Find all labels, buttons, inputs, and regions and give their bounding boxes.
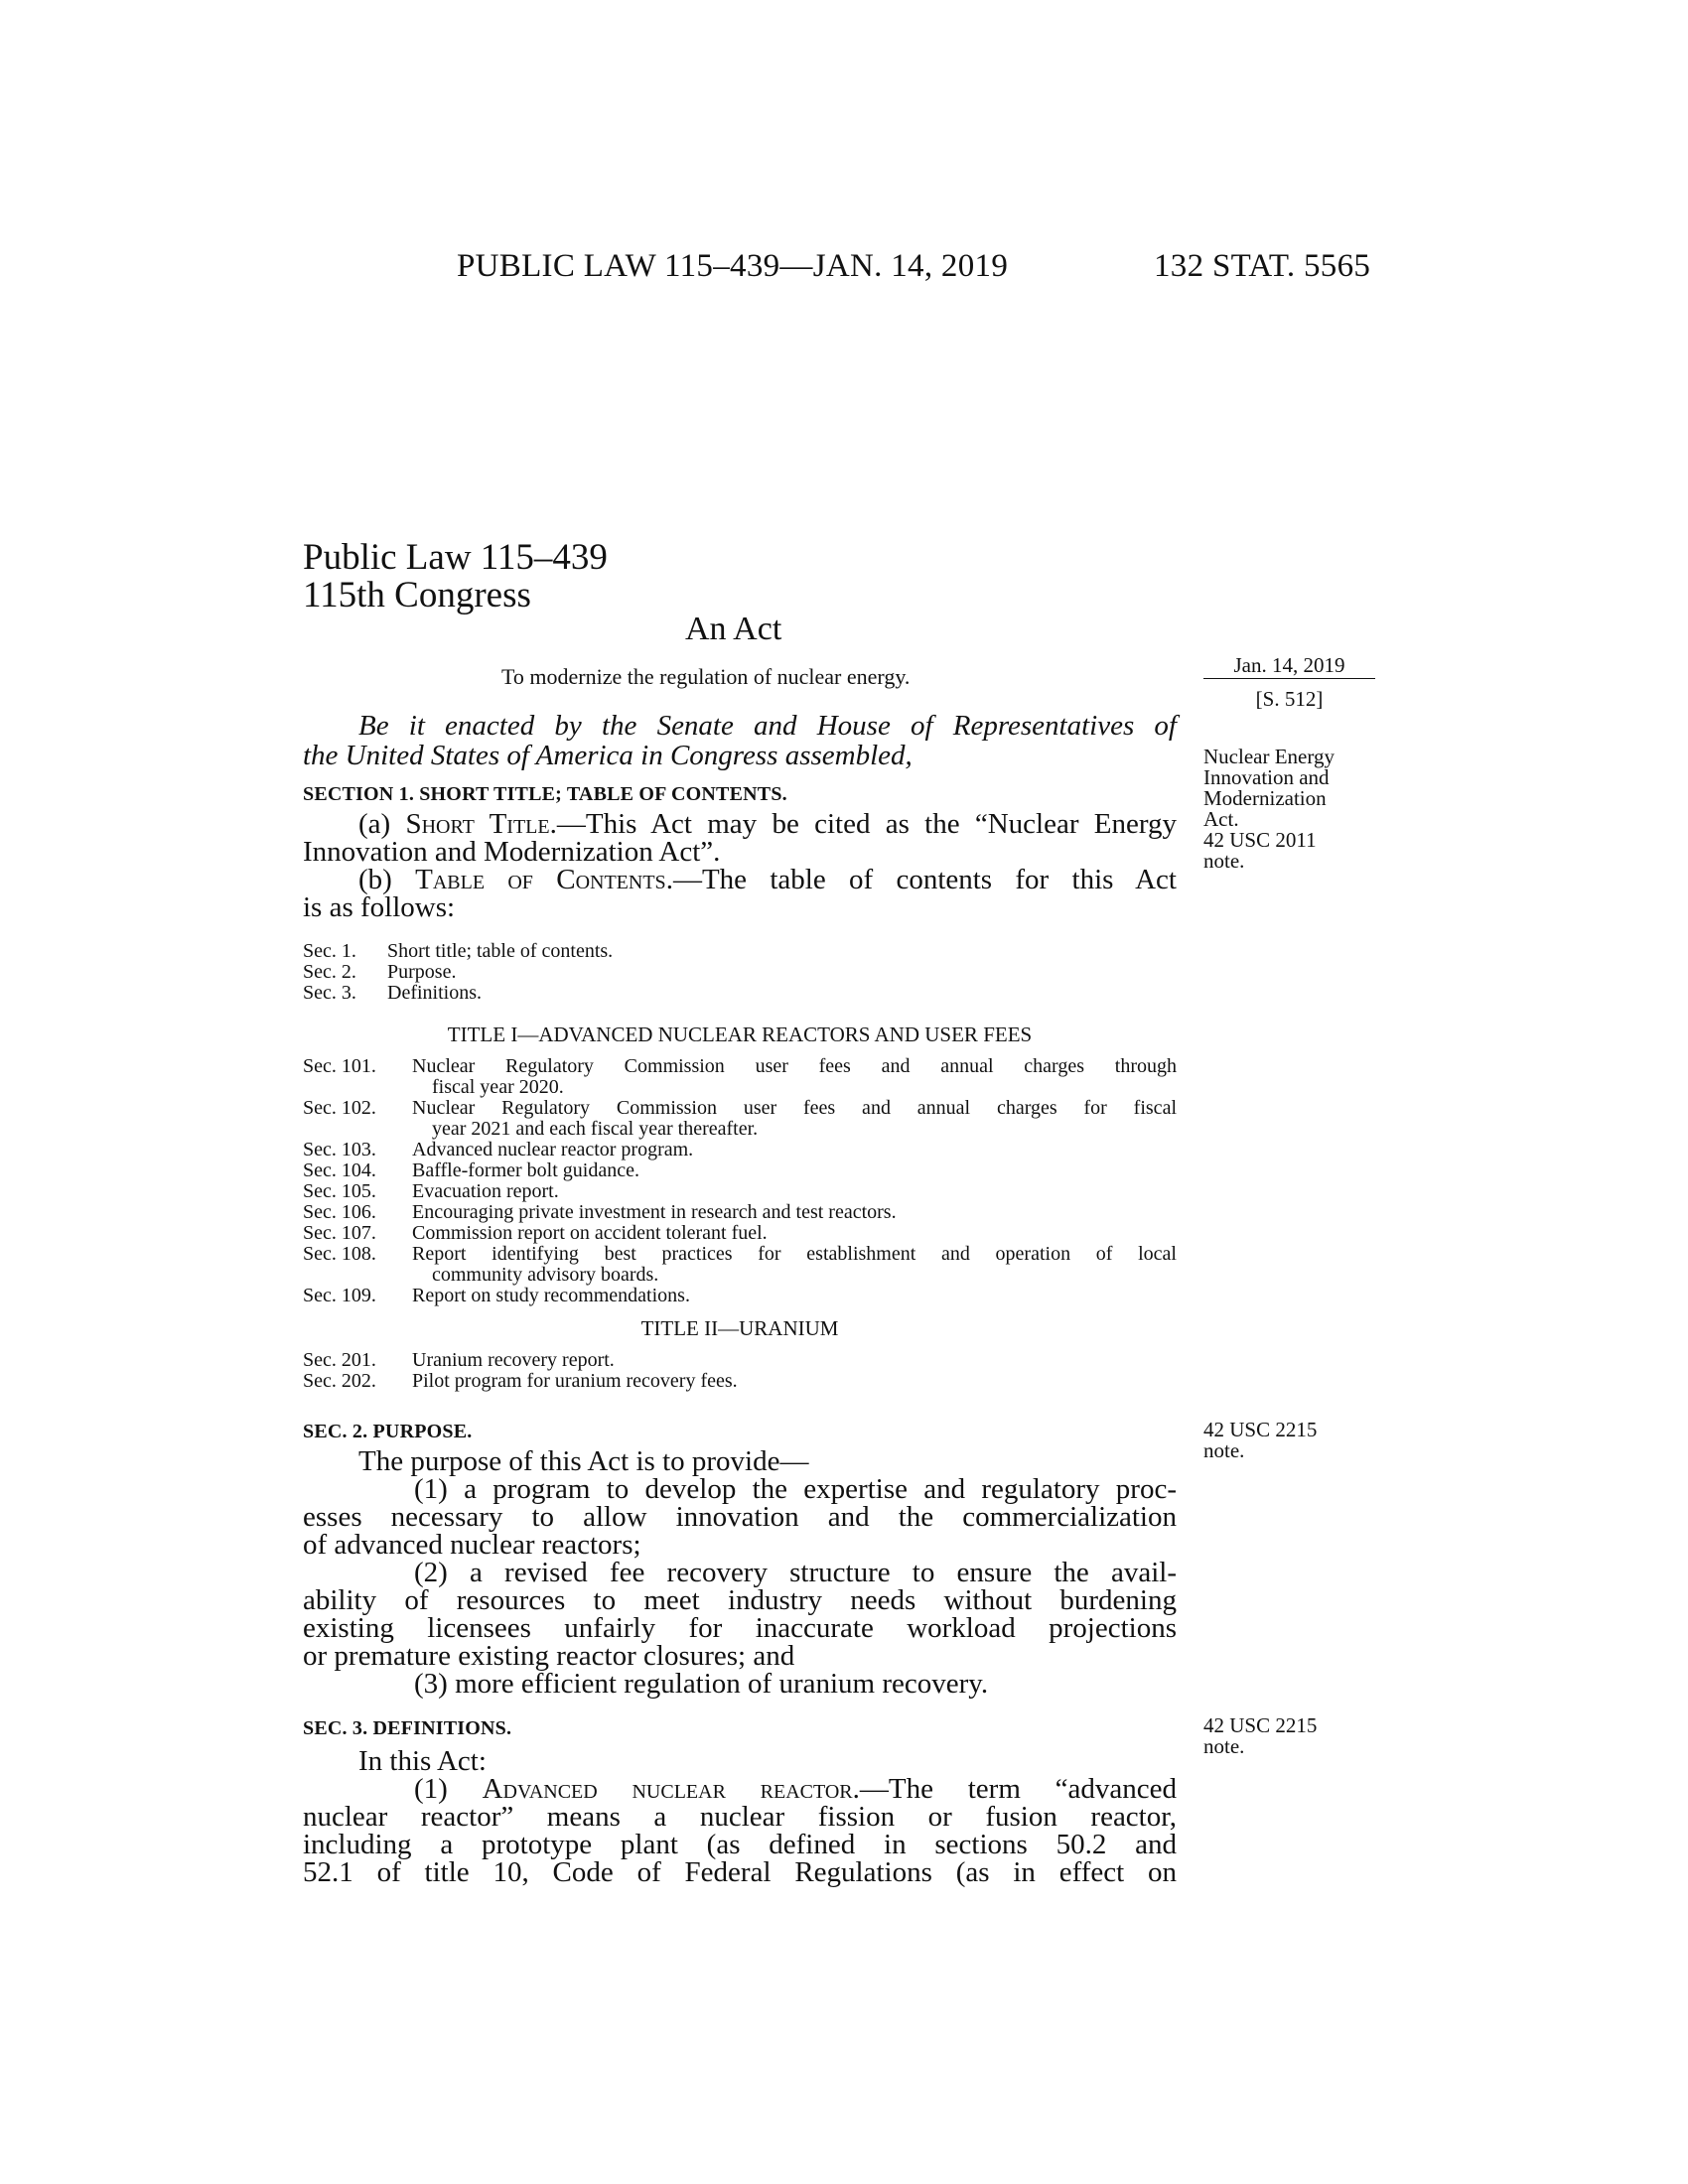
section-2-line: existing licensees unfairly for inaccurate workload projections	[303, 1612, 1177, 1644]
section-2-line: ability of resources to meet industry needs without burdening	[303, 1584, 1177, 1616]
table-of-contents	[303, 941, 1177, 1398]
toc-section-title	[412, 1244, 1177, 1286]
section-2-heading: SEC. 2. PURPOSE.	[303, 1421, 473, 1442]
definition-1-prefix: (1)	[414, 1773, 483, 1805]
margin-note-line: 42 USC 2011	[1203, 828, 1317, 852]
toc-section-title: Report on study recommendations.	[412, 1285, 690, 1306]
margin-divider	[1203, 678, 1375, 679]
toc-section-number: Sec. 2.	[303, 961, 356, 983]
margin-note-line: Innovation and	[1203, 765, 1330, 789]
section-3-body	[303, 1747, 1177, 1886]
definition-1-line: nuclear reactor” means a nuclear fission or fusion reactor,	[303, 1801, 1177, 1833]
section-2-line: (2) a revised fee recovery structure to ensure the avail-	[414, 1557, 1177, 1588]
toc-title-continuation: fiscal year 2020.	[432, 1076, 564, 1098]
page-stat-citation: 132 STAT. 5565	[1154, 248, 1371, 284]
toc-section-title: Purpose.	[387, 961, 457, 983]
subsection-a-label: Short Title	[405, 808, 550, 840]
toc-section-number: Sec. 109.	[303, 1285, 376, 1306]
subsection-a-line	[303, 810, 1177, 838]
toc-entry	[303, 1181, 1177, 1202]
section-2-line: of advanced nuclear reactors;	[303, 1529, 641, 1561]
toc-entry	[303, 1371, 1177, 1392]
toc-title-line: Report identifying best practices for establishment and operation of local	[412, 1243, 1177, 1265]
definition-1-label: Advanced nuclear reactor	[482, 1773, 853, 1805]
toc-entry	[303, 1350, 1177, 1371]
toc-entry	[303, 1244, 1177, 1286]
section-1-subsection-a	[303, 810, 1177, 866]
toc-section-number: Sec. 106.	[303, 1201, 376, 1223]
toc-entry	[303, 1098, 1177, 1140]
public-law-number: Public Law 115–439	[303, 537, 608, 578]
section-2-body	[303, 1447, 1177, 1698]
toc-section-number: Sec. 108.	[303, 1243, 376, 1265]
margin-note-line: note.	[1203, 849, 1245, 873]
margin-note-line: Modernization	[1203, 786, 1327, 810]
toc-entry	[303, 941, 1177, 962]
toc-section-number: Sec. 105.	[303, 1180, 376, 1202]
subsection-b-label: Table of Contents	[415, 864, 666, 895]
enacting-clause-line: the United States of America in Congress assembled,	[303, 740, 913, 771]
congress-number: 115th Congress	[303, 575, 531, 615]
definition-1-line: 52.1 of title 10, Code of Federal Regulations (as in effect on	[303, 1856, 1177, 1888]
section-1-subsection-b	[303, 866, 1177, 921]
definition-1-line: including a prototype plant (as defined in sections 50.2 and	[303, 1829, 1177, 1860]
toc-section-title: Short title; table of contents.	[387, 940, 614, 962]
toc-entry	[303, 962, 1177, 983]
running-head-law-date: PUBLIC LAW 115–439—JAN. 14, 2019	[457, 248, 1009, 284]
toc-entry	[303, 1202, 1177, 1223]
toc-entry	[303, 1223, 1177, 1244]
toc-section-title: Advanced nuclear reactor program.	[412, 1139, 694, 1160]
toc-section-number: Sec. 103.	[303, 1139, 376, 1160]
toc-section-title: Baffle-former bolt guidance.	[412, 1160, 639, 1181]
margin-note-definitions	[1203, 1715, 1317, 1757]
section-3-heading: SEC. 3. DEFINITIONS.	[303, 1717, 512, 1739]
margin-note-line: note.	[1203, 1734, 1245, 1758]
subsection-b-line: is as follows:	[303, 891, 456, 923]
toc-entry	[303, 1160, 1177, 1181]
section-2-line: esses necessary to allow innovation and the commercialization	[303, 1501, 1177, 1533]
toc-title-continuation: year 2021 and each fiscal year thereafter.	[432, 1118, 759, 1140]
subsection-b-prefix: (b)	[358, 864, 416, 895]
toc-entry	[303, 983, 1177, 1004]
toc-section-number: Sec. 104.	[303, 1160, 376, 1181]
section-2-intro: The purpose of this Act is to provide—	[358, 1445, 809, 1477]
section-2-line: (3) more efficient regulation of uranium recovery.	[414, 1668, 989, 1700]
enacting-clause	[303, 711, 1177, 770]
toc-title-line: Nuclear Regulatory Commission user fees and annual charges for fiscal	[412, 1097, 1177, 1119]
margin-note-short-title	[1203, 747, 1335, 872]
toc-entry	[303, 1056, 1177, 1098]
toc-section-title	[412, 1056, 1177, 1098]
margin-note-line: note.	[1203, 1438, 1245, 1462]
toc-section-title: Pilot program for uranium recovery fees.	[412, 1370, 738, 1392]
margin-note-line: 42 USC 2215	[1203, 1713, 1318, 1737]
toc-title-2-heading: TITLE II—URANIUM	[640, 1316, 839, 1340]
definition-1-line	[303, 1775, 1177, 1803]
section-3-intro: In this Act:	[358, 1745, 487, 1777]
enacting-clause-line: Be it enacted by the Senate and House of Representatives of	[358, 710, 1177, 742]
toc-entry	[303, 1286, 1177, 1306]
margin-date: Jan. 14, 2019	[1233, 653, 1345, 677]
toc-section-number: Sec. 1.	[303, 940, 356, 962]
toc-title-line: Nuclear Regulatory Commission user fees and annual charges through	[412, 1055, 1177, 1077]
margin-note-line: 42 USC 2215	[1203, 1418, 1318, 1441]
section-2-line: or premature existing reactor closures; and	[303, 1640, 795, 1672]
toc-section-number: Sec. 201.	[303, 1349, 376, 1371]
subsection-a-prefix: (a)	[358, 808, 406, 840]
act-heading: An Act	[685, 611, 782, 647]
subsection-a-line: Innovation and Modernization Act”.	[303, 836, 721, 868]
toc-section-number: Sec. 3.	[303, 982, 356, 1004]
toc-section-title: Evacuation report.	[412, 1180, 559, 1202]
subsection-b-text: .—The table of contents for this Act	[665, 864, 1177, 895]
toc-title-continuation: community advisory boards.	[432, 1264, 659, 1286]
toc-entry	[303, 1140, 1177, 1160]
section-1-heading: SECTION 1. SHORT TITLE; TABLE OF CONTENTS.	[303, 783, 787, 805]
section-2-line: (1) a program to develop the expertise and regulatory proc-	[414, 1473, 1177, 1505]
subsection-a-text: .—This Act may be cited as the “Nuclear Energy	[549, 808, 1178, 840]
margin-note-line: Nuclear Energy	[1203, 745, 1335, 768]
toc-section-title: Definitions.	[387, 982, 482, 1004]
toc-section-number: Sec. 102.	[303, 1097, 376, 1119]
toc-section-number: Sec. 101.	[303, 1055, 376, 1077]
toc-section-title: Uranium recovery report.	[412, 1349, 615, 1371]
act-purpose-line: To modernize the regulation of nuclear energy.	[501, 664, 911, 689]
toc-section-title: Commission report on accident tolerant fuel.	[412, 1222, 768, 1244]
margin-note-purpose	[1203, 1420, 1317, 1461]
definition-1-text: .—The term “advanced	[852, 1773, 1177, 1805]
subsection-b-line	[303, 866, 1177, 893]
margin-bill-number: [S. 512]	[1255, 687, 1324, 711]
toc-section-number: Sec. 202.	[303, 1370, 376, 1392]
toc-section-number: Sec. 107.	[303, 1222, 376, 1244]
toc-section-title: Encouraging private investment in research and test reactors.	[412, 1201, 897, 1223]
toc-section-title	[412, 1098, 1177, 1140]
toc-title-1-heading: TITLE I—ADVANCED NUCLEAR REACTORS AND USER FEES	[447, 1023, 1033, 1046]
margin-note-line: Act.	[1203, 807, 1239, 831]
